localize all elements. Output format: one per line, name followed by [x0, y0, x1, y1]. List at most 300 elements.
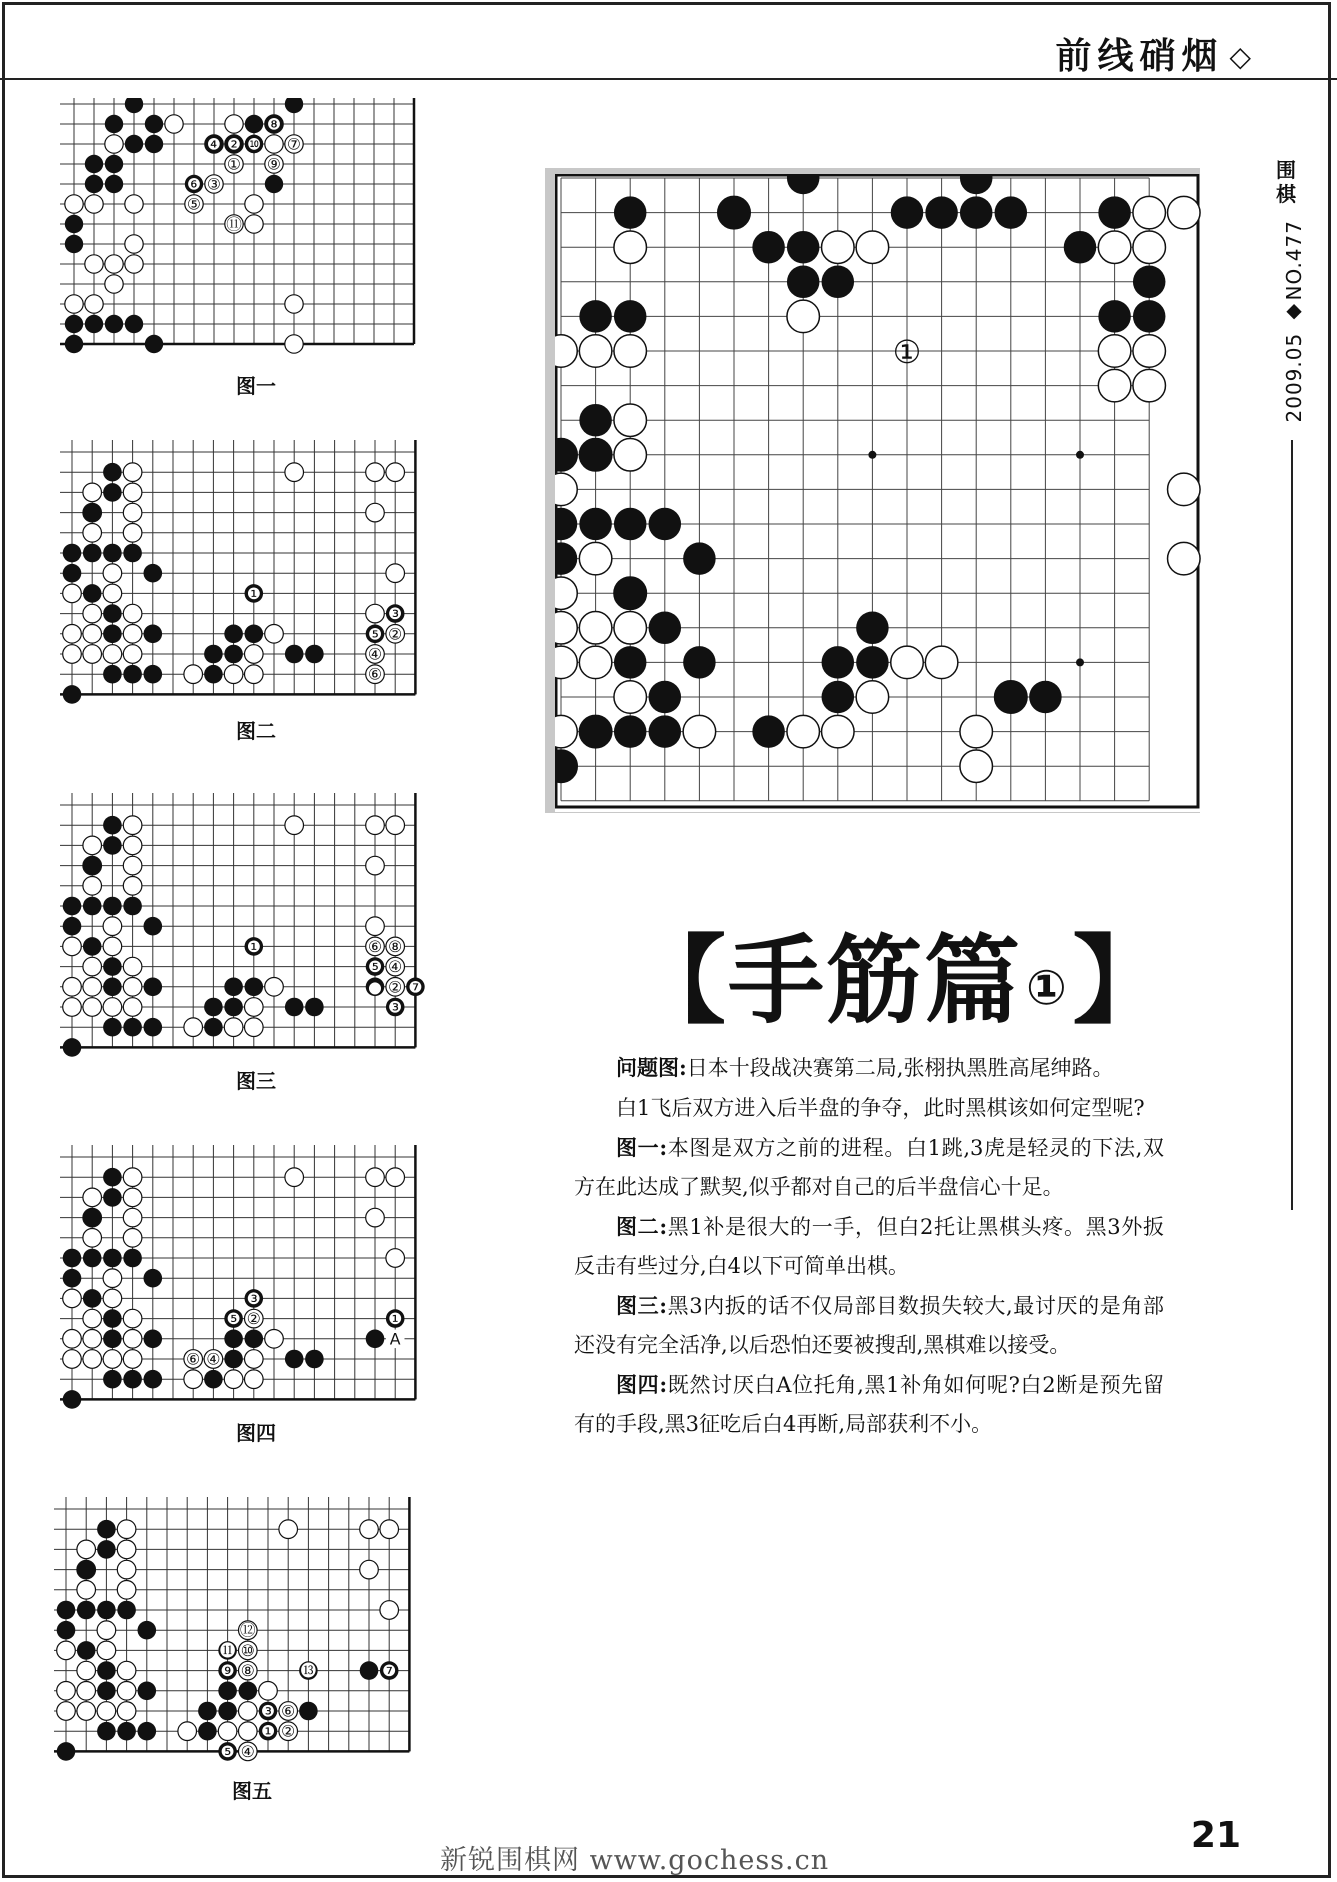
move-number: ⑩	[240, 1640, 255, 1660]
white-stone	[63, 998, 82, 1017]
white-stone	[178, 1722, 197, 1741]
white-stone	[265, 135, 283, 153]
white-stone	[285, 463, 304, 482]
white-stone	[165, 115, 183, 133]
move-number: ④	[240, 1741, 255, 1761]
section-title: 前线硝烟	[1055, 36, 1224, 77]
move-number: A	[389, 1329, 401, 1349]
article-title	[630, 905, 1171, 1042]
white-stone	[366, 917, 385, 936]
black-stone	[579, 508, 612, 541]
white-stone	[366, 503, 385, 522]
white-stone	[245, 195, 263, 213]
white-stone	[123, 836, 142, 855]
star-point	[1076, 451, 1084, 459]
article-body	[574, 1048, 1164, 1444]
white-stone	[184, 665, 203, 684]
white-stone	[1133, 231, 1166, 264]
white-stone	[614, 439, 647, 472]
move-number: ❶	[246, 583, 261, 603]
white-stone	[579, 612, 612, 645]
white-stone	[63, 584, 82, 603]
move-number: ❾	[220, 1661, 235, 1681]
white-stone	[123, 604, 142, 623]
black-stone	[123, 897, 142, 916]
black-stone	[103, 1370, 122, 1389]
white-stone	[105, 255, 123, 273]
white-stone	[97, 1702, 116, 1721]
black-stone	[65, 235, 83, 253]
black-stone	[103, 1168, 122, 1187]
black-stone	[105, 155, 123, 173]
black-stone	[224, 1350, 243, 1369]
go-board-diagram-3	[60, 793, 460, 1063]
white-stone	[123, 645, 142, 664]
black-stone	[123, 1018, 142, 1037]
white-stone	[125, 195, 143, 213]
move-number: ⑫	[239, 1620, 256, 1640]
white-stone	[63, 625, 82, 644]
white-stone	[77, 1702, 96, 1721]
black-stone	[105, 175, 123, 193]
white-stone	[285, 816, 304, 835]
white-stone	[614, 404, 647, 437]
black-stone	[65, 215, 83, 233]
white-stone	[123, 1309, 142, 1328]
move-number: ●	[368, 977, 382, 997]
black-stone	[83, 544, 102, 563]
white-stone	[83, 1188, 102, 1207]
white-stone	[77, 1682, 96, 1701]
white-stone	[285, 295, 303, 313]
move-number: ❻	[187, 175, 201, 194]
black-stone	[649, 508, 682, 541]
move-number: ②	[388, 624, 403, 644]
white-stone	[1133, 196, 1166, 229]
white-stone	[123, 503, 142, 522]
black-stone	[204, 998, 223, 1017]
black-stone	[683, 542, 716, 575]
white-stone	[123, 856, 142, 875]
black-stone	[285, 1350, 304, 1369]
black-stone	[204, 645, 223, 664]
white-stone	[925, 646, 958, 679]
black-stone	[683, 646, 716, 679]
move-number: ❺	[367, 624, 383, 644]
white-stone	[85, 295, 103, 313]
white-stone	[103, 584, 122, 603]
diagram-2-caption: 图二	[236, 719, 276, 743]
white-stone	[83, 836, 102, 855]
black-stone	[198, 1702, 217, 1721]
white-stone	[103, 564, 122, 583]
white-stone	[77, 1661, 96, 1680]
black-stone	[83, 856, 102, 875]
white-stone	[83, 1309, 102, 1328]
white-stone	[83, 524, 102, 543]
page-number: 21	[1190, 1815, 1241, 1856]
black-stone	[285, 998, 304, 1017]
paragraph: 图三:黑3内扳的话不仅局部目数损失较大,最讨厌的是角部还没有完全活净,以后恐怕还要被搜刮,黑棋难以接受。	[574, 1293, 1164, 1357]
black-stone	[103, 604, 122, 623]
white-stone	[63, 1330, 82, 1349]
move-number: ④	[388, 957, 403, 977]
white-stone	[366, 816, 385, 835]
white-stone	[97, 1641, 116, 1660]
white-stone	[579, 542, 612, 575]
black-stone	[57, 1601, 76, 1620]
black-stone	[145, 335, 163, 353]
black-stone	[995, 196, 1028, 229]
black-stone	[822, 266, 855, 299]
white-stone	[123, 625, 142, 644]
white-stone	[63, 1289, 82, 1308]
section-header	[1055, 28, 1257, 79]
diagram-4	[60, 1145, 460, 1415]
white-stone	[245, 1370, 264, 1389]
white-stone	[123, 957, 142, 976]
move-number: ⑤	[187, 195, 201, 214]
black-stone	[103, 1309, 122, 1328]
white-stone	[125, 255, 143, 273]
move-number: ⑥	[367, 664, 383, 684]
black-stone	[245, 978, 264, 997]
black-stone	[144, 564, 163, 583]
black-stone	[144, 917, 163, 936]
move-number: ②	[246, 1309, 261, 1329]
white-stone	[386, 564, 405, 583]
black-stone	[85, 175, 103, 193]
move-number: ❶	[246, 936, 261, 956]
white-stone	[117, 1540, 136, 1559]
white-stone	[77, 1540, 96, 1559]
white-stone	[614, 231, 647, 264]
black-stone	[718, 196, 751, 229]
white-stone	[1133, 369, 1166, 402]
black-stone	[245, 115, 263, 133]
title-bracket-open: 【	[630, 925, 728, 1037]
white-stone	[1133, 335, 1166, 368]
white-stone	[380, 1601, 399, 1620]
white-stone	[65, 295, 83, 313]
black-stone	[65, 335, 83, 353]
white-stone	[123, 816, 142, 835]
white-stone	[117, 1560, 136, 1579]
black-stone	[1133, 266, 1166, 299]
black-stone	[105, 115, 123, 133]
problem-board-svg	[555, 174, 1201, 812]
black-stone	[123, 1249, 142, 1268]
white-stone	[103, 645, 122, 664]
black-stone	[125, 135, 143, 153]
white-stone	[1098, 369, 1131, 402]
black-stone	[105, 315, 123, 333]
black-stone	[224, 625, 243, 644]
black-stone	[97, 1601, 116, 1620]
white-stone	[63, 1350, 82, 1369]
white-stone	[245, 998, 264, 1017]
black-stone	[103, 957, 122, 976]
black-stone	[224, 645, 243, 664]
black-stone	[752, 231, 785, 264]
white-stone	[85, 195, 103, 213]
white-stone	[123, 483, 142, 502]
move-number: ❹	[207, 135, 221, 154]
move-number: ❺	[220, 1741, 235, 1761]
black-stone	[1098, 196, 1131, 229]
black-stone	[63, 564, 82, 583]
white-stone	[103, 937, 122, 956]
black-stone	[856, 612, 889, 645]
diagram-5	[54, 1497, 454, 1777]
diagram-4-caption: 图四	[236, 1421, 276, 1445]
black-stone	[103, 978, 122, 997]
black-stone	[125, 315, 143, 333]
black-stone	[995, 681, 1028, 714]
magazine-name: 围棋	[1276, 158, 1296, 206]
black-stone	[144, 1269, 163, 1288]
white-stone	[386, 463, 405, 482]
black-stone	[57, 1621, 76, 1640]
white-stone	[579, 646, 612, 679]
white-stone	[1098, 335, 1131, 368]
black-stone	[85, 155, 103, 173]
black-stone	[63, 1038, 82, 1057]
black-stone	[265, 175, 283, 193]
black-stone	[125, 98, 143, 113]
black-stone	[144, 1018, 163, 1037]
black-stone	[360, 1661, 379, 1680]
move-number: ⑥	[186, 1349, 201, 1369]
title-bracket-close: 】	[1072, 925, 1171, 1037]
paragraph: 图四:既然讨厌白A位托角,黑1补角如何呢?白2断是预先留有的手段,黑3征吃后白4再断,局部获利不小。	[574, 1372, 1164, 1436]
white-stone	[117, 1702, 136, 1721]
go-board-diagram-4	[60, 1145, 460, 1415]
black-stone	[787, 266, 820, 299]
move-number: ❽	[267, 115, 281, 134]
white-stone	[366, 1208, 385, 1227]
go-board-diagram-5	[54, 1497, 454, 1777]
move-number: ❸	[260, 1701, 276, 1721]
white-stone	[245, 1350, 264, 1369]
black-stone	[822, 646, 855, 679]
white-stone	[123, 998, 142, 1017]
white-stone	[103, 1289, 122, 1308]
black-stone	[57, 1742, 76, 1761]
white-stone	[1168, 196, 1201, 229]
white-stone	[123, 1168, 142, 1187]
white-stone	[245, 645, 264, 664]
black-stone	[204, 1018, 223, 1037]
white-stone	[218, 1722, 237, 1741]
move-number: ❺	[367, 957, 383, 977]
white-stone	[891, 646, 924, 679]
white-stone	[83, 604, 102, 623]
move-number: ①	[227, 155, 241, 174]
white-stone	[77, 1581, 96, 1600]
white-stone	[57, 1641, 76, 1660]
move-number: ⑧	[240, 1661, 255, 1681]
move-number: ②	[388, 977, 403, 997]
white-stone	[386, 1168, 405, 1187]
move-number: ⓭	[300, 1661, 317, 1681]
black-stone	[649, 681, 682, 714]
black-stone	[103, 483, 122, 502]
black-stone	[85, 315, 103, 333]
black-stone	[103, 463, 122, 482]
black-stone	[97, 1540, 116, 1559]
white-stone	[123, 877, 142, 896]
move-number: ❸	[388, 997, 403, 1017]
move-number: ②	[281, 1721, 296, 1741]
paragraph: 白1飞后双方进入后半盘的争夺，此时黑棋该如何定型呢?	[616, 1096, 1145, 1120]
black-stone	[97, 1661, 116, 1680]
move-number: ⑪	[226, 215, 242, 234]
black-stone	[65, 315, 83, 333]
star-point	[868, 451, 876, 459]
diagram-1	[60, 98, 460, 358]
white-stone	[1168, 542, 1201, 575]
white-stone	[105, 135, 123, 153]
move-number: ❸	[388, 604, 403, 624]
black-stone	[123, 544, 142, 563]
black-stone	[144, 665, 163, 684]
black-stone	[204, 665, 223, 684]
side-rule	[1291, 440, 1293, 1210]
white-stone	[386, 816, 405, 835]
black-stone	[752, 715, 785, 748]
black-stone	[145, 115, 163, 133]
white-stone	[123, 1229, 142, 1248]
move-number: ❶	[388, 1309, 403, 1329]
move-number: ⓫	[219, 1640, 236, 1660]
black-stone	[787, 231, 820, 264]
title-number: ①	[1026, 959, 1069, 1016]
diagram-1-caption: 图一	[236, 374, 276, 398]
black-stone	[144, 978, 163, 997]
white-stone	[184, 1370, 203, 1389]
black-stone	[305, 1350, 324, 1369]
black-stone	[891, 196, 924, 229]
white-stone	[386, 1249, 405, 1268]
white-stone	[360, 1560, 379, 1579]
title-text: 手筋篇	[728, 925, 1022, 1037]
black-stone	[1098, 300, 1131, 333]
black-stone	[144, 625, 163, 644]
move-number: ⑦	[287, 135, 301, 154]
black-stone	[614, 300, 647, 333]
white-stone	[123, 463, 142, 482]
black-stone	[145, 135, 163, 153]
white-stone	[960, 750, 993, 783]
white-stone	[265, 1330, 284, 1349]
black-stone	[305, 645, 324, 664]
black-stone	[218, 1682, 237, 1701]
black-stone	[138, 1621, 157, 1640]
issue-label: 2009.05 ◆NO.477	[1282, 220, 1306, 423]
move-number: ❺	[226, 1309, 241, 1329]
white-stone	[822, 715, 855, 748]
move-label: ①	[892, 333, 922, 371]
white-stone	[83, 625, 102, 644]
white-stone	[123, 1330, 142, 1349]
star-point	[1076, 658, 1084, 666]
black-stone	[83, 1289, 102, 1308]
paragraph: 问题图:日本十段战决赛第二局,张栩执黑胜高尾绅路。	[616, 1055, 1114, 1080]
diamond-icon: ◇	[1229, 40, 1257, 73]
black-stone	[103, 897, 122, 916]
move-number: ⑨	[267, 155, 281, 174]
white-stone	[856, 681, 889, 714]
black-stone	[63, 544, 82, 563]
black-stone	[1064, 231, 1097, 264]
black-stone	[83, 503, 102, 522]
black-stone	[83, 937, 102, 956]
white-stone	[265, 625, 284, 644]
black-stone	[144, 1330, 163, 1349]
white-stone	[117, 1682, 136, 1701]
white-stone	[683, 715, 716, 748]
black-stone	[63, 685, 82, 704]
black-stone	[117, 1722, 136, 1741]
white-stone	[57, 1682, 76, 1701]
white-stone	[117, 1661, 136, 1680]
black-stone	[63, 897, 82, 916]
diagram-2	[60, 440, 460, 710]
black-stone	[63, 1249, 82, 1268]
move-number: ⑥	[281, 1701, 296, 1721]
black-stone	[614, 646, 647, 679]
white-stone	[239, 1702, 258, 1721]
black-stone	[103, 544, 122, 563]
white-stone	[366, 856, 385, 875]
header-rule	[0, 78, 1337, 80]
white-stone	[83, 877, 102, 896]
problem-board	[545, 168, 1200, 813]
black-stone	[579, 715, 612, 748]
black-stone	[960, 196, 993, 229]
black-stone	[1029, 681, 1062, 714]
move-number: ❶	[260, 1721, 276, 1741]
go-board-diagram-2	[60, 440, 460, 710]
white-stone	[787, 300, 820, 333]
white-stone	[83, 1229, 102, 1248]
white-stone	[787, 715, 820, 748]
white-stone	[614, 681, 647, 714]
black-stone	[614, 508, 647, 541]
black-stone	[925, 196, 958, 229]
black-stone	[285, 98, 303, 113]
black-stone	[83, 897, 102, 916]
white-stone	[279, 1520, 298, 1539]
white-stone	[960, 715, 993, 748]
white-stone	[83, 998, 102, 1017]
white-stone	[63, 645, 82, 664]
white-stone	[822, 231, 855, 264]
black-stone	[63, 1390, 82, 1409]
white-stone	[103, 1350, 122, 1369]
white-stone	[239, 1722, 258, 1741]
white-stone	[265, 978, 284, 997]
move-number: ④	[206, 1349, 221, 1369]
black-stone	[1133, 300, 1166, 333]
move-number: ❿	[247, 135, 261, 154]
black-stone	[218, 1702, 237, 1721]
black-stone	[579, 300, 612, 333]
white-stone	[366, 463, 385, 482]
black-stone	[83, 584, 102, 603]
black-stone	[614, 577, 647, 610]
